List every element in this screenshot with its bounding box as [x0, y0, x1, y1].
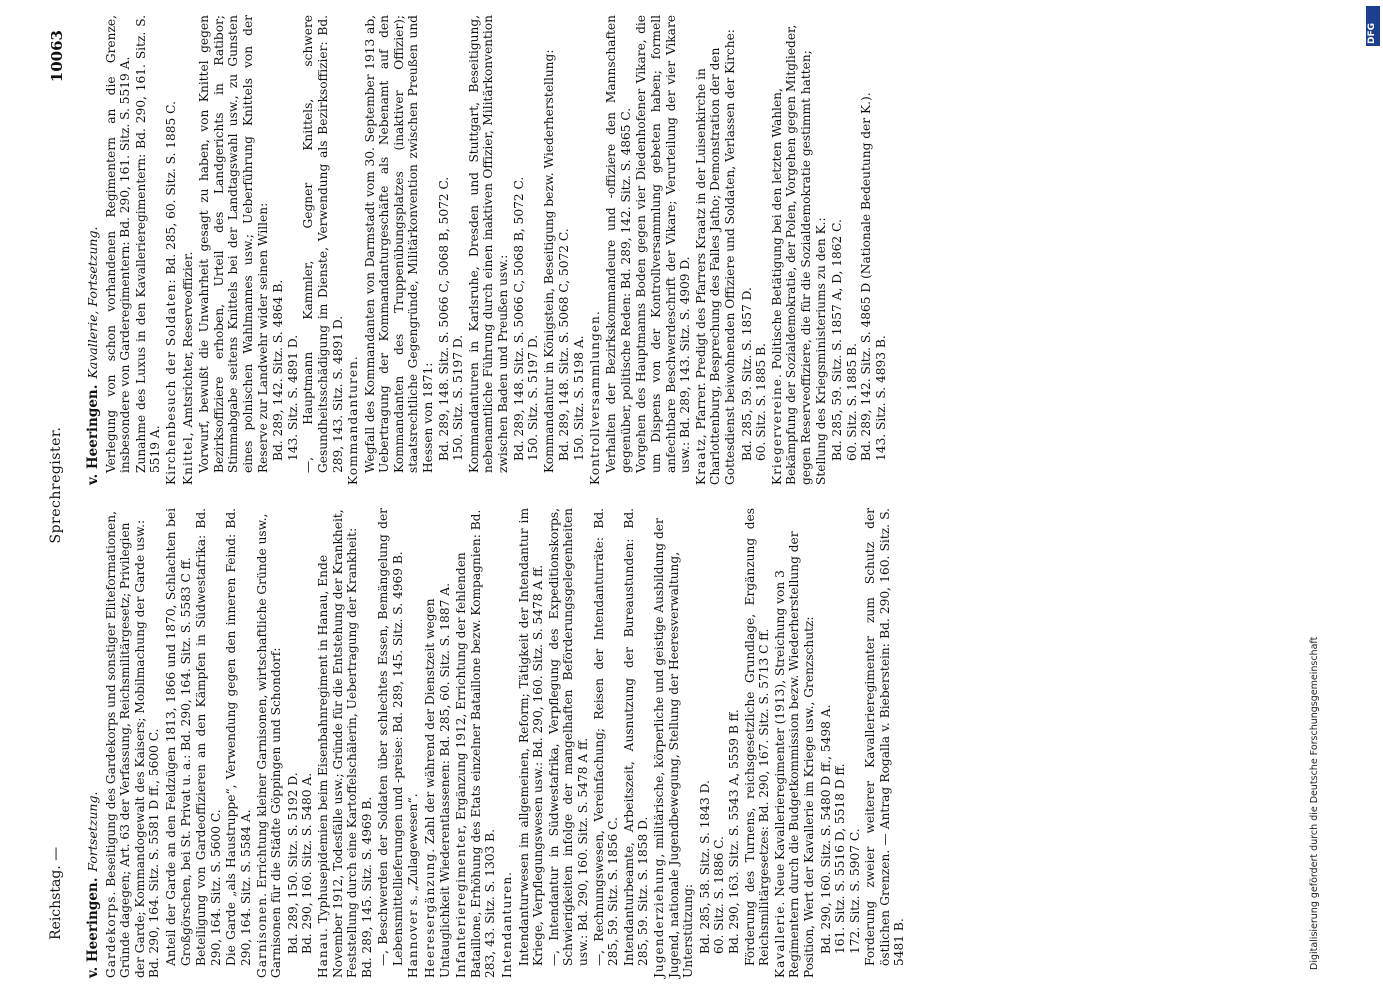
entry-text: Verhalten der Bezirkskommandeure und -offiziere den Mannschaften gegenüber, politische Reden: Bd. 289, 142. Sitz. S. 4865 C.	[604, 15, 633, 473]
sub-entry	[134, 15, 163, 473]
entry-text: Bd. 289, 148. Sitz. S. 5066 C, 5068 B, 5072 C. 150. Sitz. S. 5197 D.	[511, 176, 541, 461]
entry-term: Kriegervereine.	[769, 373, 784, 485]
entry-text: Bd. 289, 142. Sitz. S. 4864 B. 143. Sitz. S. 4891 D.	[271, 279, 300, 461]
sub-entry	[301, 15, 345, 473]
entry-term: Kontrollversammlungen.	[587, 310, 602, 485]
entry-text: Intendanturwesen im allgemeinen, Reform; Tätigkeit der Intendantur im Kriege, Verpflegungswesen usw.: Bd. 290, 160. Sitz. S. 5478 A ff.	[516, 508, 546, 966]
sub-entry	[622, 508, 651, 966]
register-entry	[652, 508, 696, 978]
reference-list	[557, 15, 586, 461]
entry-text: Die Garde „als Haustruppe“, Verwendung gegen den inneren Feind: Bd. 290, 164. Sitz. S. 5584 A.	[224, 508, 253, 966]
entry-text: Förderung des Turnens, reichsgesetzliche Grundlage, Ergänzung des Reichsmilitärgesetzes: Bd. 290, 167. Sitz. S. 5713 C ff.	[742, 508, 772, 966]
header-left: Reichstag. —	[48, 846, 64, 940]
credit-text: Digitalisierung gefördert durch die Deutsche Forschungsgemeinschaft	[1309, 636, 1320, 970]
entry-text: Bd. 289, 148. Sitz. S. 5066 C, 5068 B, 5072 C. 150. Sitz. S. 5197 D.	[436, 176, 466, 461]
entry-text: —, Beschwerden der Soldaten über schlechtes Essen, Bemängelung der Lebensmittellieferungen und -preise: Bd. 289, 145. Sitz. S. 4969 B.	[376, 508, 405, 966]
entry-text: Bd. 285, 60. Sitz. S. 1885 C.	[163, 101, 178, 275]
register-entry	[104, 508, 162, 978]
entry-text: Politische Betätigung bei den letzten Wahlen, Bekämpfung der Sozialdemokratie, der Polen, Vorgehen gegen Mitglieder, gegen Reserveoffiziere, die für die Sozialdemokratie gestimmt hatten; Stellung des Kriegsministeriums zu den K.:	[769, 24, 828, 485]
entry-text: Verlegung von schon vorhandenen Regimentern an die Grenze, insbesondere von Garderegimentern: Bd. 290, 161. Sitz. S. 5519 A.	[103, 15, 133, 473]
sub-entry	[194, 508, 223, 966]
register-entry	[406, 508, 421, 978]
sub-entry	[104, 15, 133, 473]
entry-text: Zunahme des Luxus in den Kavallerieregimentern: Bd. 290, 161. Sitz. S. 5519 A.	[133, 15, 163, 473]
entry-term: Heeresergänzung.	[423, 847, 438, 978]
register-entry	[423, 508, 452, 978]
entry-text: —, Hauptmann Kammler, Gegner Knittels, schwere Gesundheitsschädigung im Dienste, Verwendung als Bezirksoffizier: Bd. 289, 143. Sitz. S. 4891 D.	[301, 15, 345, 473]
entry-text: Intendanturbeamte, Arbeitszeit, Ausnutzung der Bureaustunden: Bd. 285, 59. Sitz. S. 1858 D.	[621, 508, 651, 966]
sub-entry	[224, 508, 253, 966]
sub-entry	[542, 15, 557, 473]
page-number: 10063	[48, 30, 66, 83]
register-entry	[773, 508, 817, 978]
digitization-credit	[1305, 10, 1365, 990]
sub-entry	[467, 15, 511, 473]
entry-text: Beteiligung von Gardeoffizieren an den Kämpfen in Südwestafrika: Bd. 290, 164. Sitz. S. 5600 C.	[194, 508, 223, 966]
entry-term: Garnisonen.	[254, 892, 269, 978]
running-header	[48, 30, 70, 940]
right-column	[86, 15, 889, 485]
sub-entry	[376, 508, 405, 966]
reference-list	[437, 15, 466, 461]
entry-text: Bd. 285, 58. Sitz. S. 1843 D. 60. Sitz. S. 1886 C. Bd. 290, 163. Sitz. S. 5543 A, 5559 B ff.	[697, 709, 741, 954]
entry-text: Zahl der während der Dienstzeit wegen Untauglichkeit Wiederentlassenen: Bd. 285, 60. Sitz. S. 1887 A.	[423, 583, 452, 978]
entry-term: Kavallerie.	[772, 900, 787, 978]
left-column	[86, 508, 908, 978]
entry-text: —, Intendantur in Südwestafrika, Verpflegung des Expeditionskorps, Schwierigkeiten infolge der mangelhaften Beförderungsgelegenheiten usw.: Bd. 290, 160. Sitz. S. 5478 A ff.	[546, 508, 590, 966]
reference-list	[286, 508, 315, 954]
sub-entry	[634, 15, 692, 473]
entry-text: Bd. 289, 148. Sitz. S. 5068 C, 5072 C. 150. Sitz. S. 5198 A.	[557, 228, 586, 461]
reference-list	[271, 15, 300, 461]
entry-term: Hanau.	[315, 927, 330, 978]
entry-text: Bd. 285, 59. Sitz. S. 1857 A, D, 1862 C. 60. Sitz. S. 1885 B. Bd. 289, 142. Sitz. S. 4865 D (Nationale Bedeutung der K.). 143. Sitz. S. 4893 B.	[830, 92, 888, 461]
entry-text: Kommandantur in Königstein, Beseitigung bezw. Wiederherstellung:	[541, 49, 556, 473]
dfg-logo: DFG	[1366, 6, 1380, 46]
entry-text: Amtsrichter, Reserveoffizier.	[180, 251, 195, 428]
reference-list	[740, 15, 769, 461]
entry-text: —, Rechnungswesen, Vereinfachung; Reisen der Intendanturräte: Bd. 285, 59. Sitz. S. 1856 C.	[591, 508, 621, 966]
register-entry	[500, 508, 515, 978]
entry-text: Kommandanturen in Karlsruhe, Dresden und Stuttgart, Beseitigung, nebenamtliche Führung durch einen inaktiven Offizier, Militärkonvention zwischen Baden und Preußen usw.:	[466, 15, 511, 473]
entry-text: Bd. 289, 150. Sitz. S. 5192 D. Bd. 290, 160. Sitz. S. 5480 A.	[285, 772, 315, 954]
entry-text: Forderung zweier weiterer Kavallerieregimenter zum Schutz der östlichen Grenzen. — Antrag Rogalla v. Bieberstein: Bd. 290, 160. Sitz. S. 5481 B.	[863, 508, 907, 966]
reference-list	[698, 508, 742, 954]
reference-list	[819, 508, 863, 954]
entry-term: Kommandanturen.	[346, 355, 361, 485]
entry-text: Ergänzung 1912, Errichtung der fehlenden Bataillone, Erhöhung des Etats einzelner Bataillone bezw. Kompagnien: Bd. 283, 43. Sitz. S. 1303 B.	[454, 509, 498, 978]
entry-list	[104, 15, 889, 485]
entry-term: Kraatz,	[693, 433, 708, 485]
register-entry	[181, 15, 196, 485]
entry-term: Hannover	[406, 909, 421, 978]
entry-list	[104, 508, 907, 978]
register-entry	[255, 508, 284, 978]
entry-text: Vorwurf, bewußt die Unwahrheit gesagt zu haben, von Knittel gegen Bezirksoffiziere erhoben, Urteil des Landgerichts in Ratibor; Stimmabgabe seitens Knittels bei der Landtagswahl usw., zu Gunsten eines polnischen Wahlmannes usw.; Ueberführung Knittels von der Reserve zur Landwehr wider seinen Willen:	[197, 15, 270, 473]
entry-term: Jugenderziehung,	[651, 852, 666, 978]
register-entry	[770, 15, 828, 485]
entry-term: Kirchenbesuch der Soldaten:	[163, 278, 178, 485]
header-title: Sprechregister.	[48, 426, 64, 544]
sub-entry	[363, 15, 436, 473]
sub-entry	[604, 15, 633, 473]
register-entry	[588, 15, 603, 485]
register-entry	[694, 15, 738, 485]
sub-entry	[743, 508, 772, 966]
sub-entry	[197, 15, 270, 473]
column-heading: v. Heeringen.Kavallerie, Fortsetzung.	[85, 226, 101, 485]
entry-text: Typhusepidemien beim Eisenbahnregiment in Hanau, Ende November 1912, Todesfälle usw.; Gründe für die Entstehung der Krankheit, Feststellung durch eine Kartoffelschälerin, Uebertragung der Krankheit: Bd. 289, 145. Sitz. S. 4969 B.	[315, 509, 374, 978]
column-heading: v. Heeringen.Fortsetzung.	[85, 791, 101, 978]
entry-term: Knittel,	[180, 431, 195, 485]
entry-text: Vorgehen des Hauptmanns Boden gegen vier Diedenhofener Vikare, die um Dispens von der Kontrollversammlung gebeten haben; formell anfechtbare Beschwerdeschrift der Vikare; Verurteilung der vier Vikare usw.: Bd. 289, 143. Sitz. S. 4909 D.	[634, 15, 693, 473]
entry-term: Intendanturen.	[500, 870, 515, 978]
register-entry	[454, 508, 498, 978]
register-entry	[316, 508, 374, 978]
register-entry	[346, 15, 361, 485]
entry-term: Gardekorps.	[103, 890, 118, 978]
entry-text: s. „Zulagewesen“.	[406, 793, 421, 906]
entry-text: Anteil der Garde an den Feldzügen 1813, 1866 und 1870, Schlachten bei Großgörschen, bei St. Privat u. a.: Bd. 290, 164. Sitz. S. 5583 C ff.	[163, 508, 193, 966]
reference-list	[512, 15, 541, 461]
sub-entry	[164, 508, 193, 966]
entry-text: Beseitigung des Gardekorps und sonstiger Eliteformationen, Gründe dagegen; Art. 63 der Verfassung, Reichsmilitärgesetz; Privilegien der Garde; Kommandogewalt des Kaisers; Mobilmachung der Garde usw.: Bd. 290, 164. Sitz. S. 5581 D ff., 5600 C.	[103, 511, 162, 978]
sub-entry	[517, 508, 546, 966]
sub-entry	[547, 508, 591, 966]
entry-text: Errichtung kleiner Garnisonen, wirtschaftliche Gründe usw., Garnisonen für die Städte Göppingen und Schondorf:	[254, 513, 284, 978]
entry-text: Bd. 285, 59. Sitz. S. 1857 D. 60. Sitz. S. 1885 B.	[739, 287, 769, 461]
register-entry	[164, 15, 179, 485]
entry-text: Wegfall des Kommandanten von Darmstadt vom 30. September 1913 ab, Uebertragung der Kommandanturgeschäfte als Nebenamt auf den Kommandanten des Truppenübungsplatzes (inaktiver Offizier); staatsrechtliche Gegengründe, Militärkonvention zwischen Preußen und Hessen von 1871:	[362, 15, 436, 473]
entry-term: Infanterieregimenter,	[454, 823, 469, 978]
entry-text: Bd. 290, 160. Sitz. S. 5480 D ff., 5498 A. 161. Sitz. S. 5516 D, 5518 D ff. 172. Sitz. S. 5907 C.	[818, 704, 862, 954]
sub-entry	[863, 508, 907, 966]
entry-text: Neue Kavallerieregimenter (1913), Streichung von 3 Regimentern durch die Budgetkommission bezw. Wiederherstellung der Position, Wert der Kavallerie im Kriege usw., Grenzschutz:	[772, 531, 816, 978]
sub-entry	[592, 508, 621, 966]
entry-text: Pfarrer. Predigt des Pfarrers Kraatz in der Luisenkirche in Charlottenburg, Besprechung des Falles Jatho; Demonstration der den Gottesdienst beiwohnenden Offiziere und Soldaten, Verlassen der Kirche:	[693, 29, 737, 485]
entry-text: militärische, körperliche und geistige Ausbildung der Jugend, nationale Jugendbewegung, Stellung der Heeresverwaltung, Unterstützung:	[651, 518, 696, 978]
reference-list	[830, 15, 888, 461]
